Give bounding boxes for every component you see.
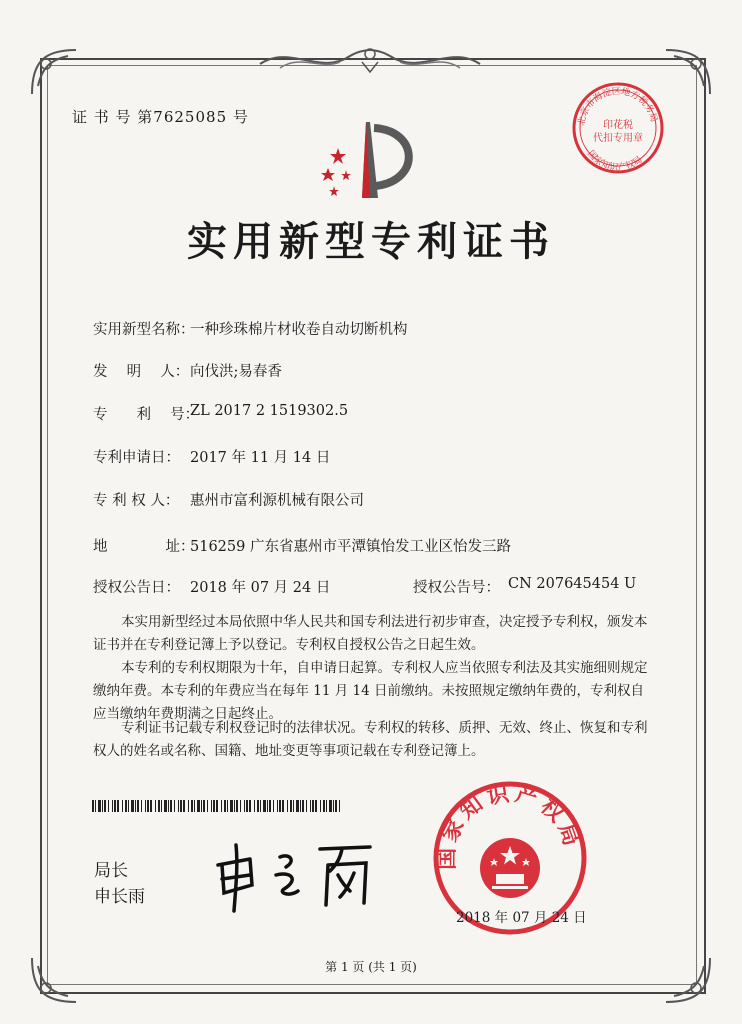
name-label: 实用新型名称： bbox=[93, 322, 195, 338]
tax-seal-bottom-text: 国家知识产权局 bbox=[585, 148, 645, 174]
grant-date-label: 授权公告日： bbox=[93, 580, 180, 596]
official-seal-text: 国家知识产权局 bbox=[434, 781, 586, 870]
certificate-number: 证 书 号 第7625085 号 bbox=[72, 108, 249, 126]
director-name: 申长雨 bbox=[94, 887, 145, 907]
director-signature bbox=[210, 835, 380, 915]
director-title: 局长 bbox=[94, 861, 128, 881]
patent-number-label: 专 利 号： bbox=[93, 407, 200, 423]
body-paragraph-1: 本实用新型经过本局依照中华人民共和国专利法进行初步审查，决定授予专利权，颁发本证书并在专利登记簿上予以登记。专利权自授权公告之日起生效。 bbox=[93, 614, 648, 653]
tax-seal-center-text-2: 代扣专用章 bbox=[593, 133, 643, 144]
filing-date-label: 专利申请日： bbox=[93, 450, 180, 466]
grant-number-label: 授权公告号： bbox=[413, 580, 500, 596]
page-number: 第 1 页 (共 1 页) bbox=[325, 960, 417, 974]
tax-seal-stamp bbox=[568, 78, 668, 178]
address-value: 516259 广东省惠州市平潭镇怡发工业区怡发三路 bbox=[190, 539, 511, 555]
inventor-value: 向伐洪;易春香 bbox=[190, 364, 282, 380]
tax-seal-ring-text: 北京市海淀区地方税务局 bbox=[576, 86, 659, 127]
grant-number-value: CN 207645454 U bbox=[508, 576, 637, 592]
patent-office-logo bbox=[318, 118, 428, 202]
grant-date-value: 2018 年 07 月 24 日 bbox=[190, 580, 331, 596]
inventor-label: 发 明 人： bbox=[93, 364, 190, 380]
filing-date-value: 2017 年 11 月 14 日 bbox=[190, 450, 331, 466]
name-value: 一种珍珠棉片材收卷自动切断机构 bbox=[190, 322, 408, 338]
patentee-value: 惠州市富利源机械有限公司 bbox=[190, 493, 364, 509]
top-ornament bbox=[250, 40, 490, 80]
document-title: 实用新型专利证书 bbox=[187, 218, 555, 265]
tax-seal-center-text-1: 印花税 bbox=[603, 120, 633, 131]
patent-number-value: ZL 2017 2 1519302.5 bbox=[190, 403, 349, 419]
body-paragraph-2: 本专利的专利权期限为十年，自申请日起算。专利权人应当依照专利法及其实施细则规定缴纳年费。本专利的年费应当在每年 11 月 14 日前缴纳。未按照规定缴纳年费的，专利权自应当缴纳年费期满之日起终止。 bbox=[93, 660, 648, 722]
patentee-label: 专 利 权 人： bbox=[93, 493, 180, 509]
body-paragraph-3: 专利证书记载专利权登记时的法律状况。专利权的转移、质押、无效、终止、恢复和专利权人的姓名或名称、国籍、地址变更等事项记载在专利登记簿上。 bbox=[93, 720, 648, 759]
address-label: 地 址： bbox=[93, 539, 195, 555]
corner-ornament-top-left bbox=[24, 42, 84, 102]
barcode bbox=[92, 800, 340, 812]
seal-date: 2018 年 07 月 24 日 bbox=[456, 910, 587, 926]
